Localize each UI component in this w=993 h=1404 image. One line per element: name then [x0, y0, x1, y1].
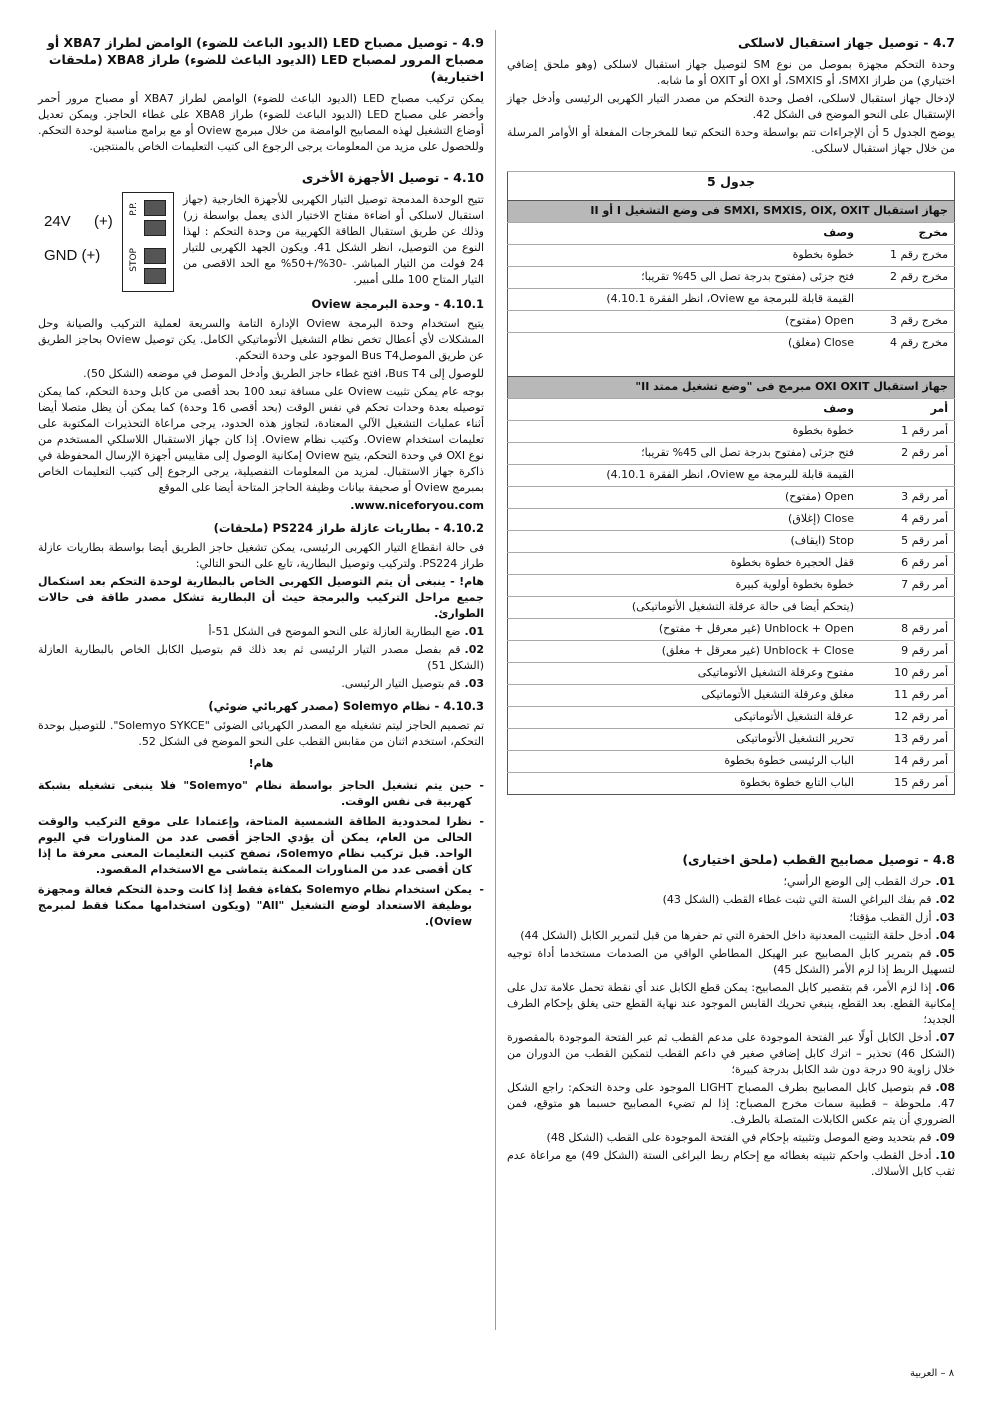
section-4-10-1-title: 4.10.1 - وحدة البرمجة Oview — [311, 297, 484, 311]
table-cell-key: مخرج رقم 3 — [860, 311, 955, 333]
table-cell-key: أمر رقم 15 — [860, 773, 955, 795]
step-number: 02. — [464, 643, 484, 656]
step-text: أزل القطب مؤقتا؛ — [849, 911, 932, 924]
table-row — [508, 311, 955, 333]
section-4-10-1-paragraph-2: للوصول إلى Bus T4، افتح غطاء حاجز الطريق وأدخل الموصل في موضعه (الشكل 50). — [83, 367, 484, 380]
table-group-1-header: جهاز استقبال SMXI, SMXIS, OIX, OXIT فى وضع التشغيل I أو II — [508, 201, 955, 223]
table-cell-description: خطوة بخطوة أولوية كبيرة — [508, 575, 861, 597]
table-cell-description: Close (مغلق) — [508, 333, 861, 355]
step-text: إذا لزم الأمر، قم بتقصير كابل المصابيح: يمكن قطع الكابل عند أي نقطة تحمل علامة تدل على إمكانية القطع. بعد القطع، ينبغي تحريك القابس الموجود عند نهاية القطع حتى يغلق بإحكام الطرف الجديد؛ — [507, 981, 955, 1026]
table-cell-key: أمر رقم 4 — [860, 509, 955, 531]
numbered-step — [507, 910, 955, 926]
step-number: 03. — [464, 677, 484, 690]
table-cell-key: مخرج رقم 1 — [860, 245, 955, 267]
table-row — [508, 509, 955, 531]
table-cell-key: مخرج رقم 4 — [860, 333, 955, 355]
table-cell-description: عرقلة التشغيل الأتوماتيكى — [508, 707, 861, 729]
table-row — [508, 289, 955, 311]
table-cell-key: أمر رقم 10 — [860, 663, 955, 685]
step-text: قم بتمرير كابل المصابيح عبر الهيكل المطاطي الواقي من الصدمات مستخدما أداة توجيه لتسهيل الربط إذا لزم الأمر (الشكل 45) — [507, 947, 955, 976]
section-4-10-3-title: 4.10.3 - نظام Solemyo (مصدر كهربائي ضوئي) — [208, 699, 484, 713]
section-4-7-paragraph-2: لإدخال جهاز استقبال لاسلكى، افصل وحدة التحكم من مصدر التيار الكهربى الرئيسى وأدخل جهاز الإستقبال على النحو الموضح فى الشكل 42. — [507, 92, 955, 121]
table-cell-description: Unblock + Close (غير معرقل + مغلق) — [508, 641, 861, 663]
table-column-header: وصف — [508, 223, 861, 245]
numbered-step — [507, 946, 955, 978]
section-4-7-title: 4.7 - توصيل جهاز استقبال لاسلكى — [737, 35, 955, 50]
step-number: 04. — [935, 929, 955, 942]
connection-diagram — [38, 192, 173, 292]
table-cell-description: مغلق وعرقلة التشغيل الأتوماتيكى — [508, 685, 861, 707]
step-number: 03. — [935, 911, 955, 924]
diagram-24v-label: 24V — [44, 213, 71, 230]
section-4-10-title: 4.10 - توصيل الأجهزة الأخرى — [301, 170, 484, 185]
section-4-10-2-warning: هام! - ينبغى أن يتم التوصيل الكهربى الخاص بالبطارية لوحدة التحكم بعد استكمال جميع مراحل التركيب والبرمجة حيث أن البطارية تشكل مصدر طاقة فى حالات الطوارئ. — [38, 575, 484, 620]
table-cell-description: Open (مفتوح) — [508, 311, 861, 333]
step-text: حرك القطب إلى الوضع الرأسي؛ — [783, 875, 932, 888]
table-row — [508, 597, 955, 619]
numbered-step — [507, 928, 955, 944]
section-4-10-1-paragraph-3: بوجه عام يمكن تثبيت Oview على مسافة تبعد 100 بحد أقصى من كابل وحدة التحكم، كما يمكن توصيله بعدة وحدات تحكم في نفس الوقت (بحد أقصى 16 وحدة) كما يمكن أن يظل متصلا أيضا أثناء عمليات التشغيل الآلي المعتادة، لتجاوز هذه الحدود، يرجى مراعاة التحذيرات المكتوبة على تعليمات استخدام Oview. وكتيب نظام Oview. إذا كان جهاز الاستقبال اللاسلكي المستخدم من نوع OXI في وحدة التحكم، يتيح Oview إمكانية الوصول إلى مقاييس أجهزة الإرسال المحفوظة في ذاكرة جهاز الاستقبال. لمزيد من المعلومات التفصيلية، يرجى الرجوع إلى كتيب التعليمات الخاص بمبرمج Oview أو صحيفة بيانات وظيفة الحاجز المتاحة أيضا على الموقع — [38, 385, 484, 494]
table-row — [508, 619, 955, 641]
step-text: ضع البطارية العازلة على النحو الموضح فى الشكل 51-أ — [208, 625, 461, 638]
table-cell-key: أمر رقم 12 — [860, 707, 955, 729]
table-row — [508, 773, 955, 795]
website-link[interactable]: www.niceforyou.com. — [350, 499, 484, 512]
terminal-pin-icon — [144, 268, 166, 284]
table-cell-key: أمر رقم 11 — [860, 685, 955, 707]
table-cell-description: Close (إغلاق) — [508, 509, 861, 531]
diagram-pp-label: P.P. — [129, 202, 139, 216]
table-cell-key: أمر رقم 3 — [860, 487, 955, 509]
step-number: 01. — [464, 625, 484, 638]
section-4-10-2-steps — [38, 624, 484, 692]
numbered-step — [38, 624, 484, 640]
table-column-header: أمر — [860, 399, 955, 421]
table-cell-key: أمر رقم 8 — [860, 619, 955, 641]
terminal-pin-icon — [144, 248, 166, 264]
section-4-10-2-paragraph: فى حالة انقطاع التيار الكهربى الرئيسى، يمكن تشغيل حاجز الطريق أيضا بواسطة بطاريات عازلة طراز PS224. ولتركيب وتوصيل البطارية، تابع على النحو التالي: — [38, 541, 484, 570]
numbered-step — [507, 1148, 955, 1180]
numbered-step — [507, 874, 955, 890]
page-footer: ٨ – العربية — [910, 1368, 955, 1379]
terminal-pin-icon — [144, 200, 166, 216]
table-cell-description: تحرير التشغيل الأتوماتيكى — [508, 729, 861, 751]
section-4-9-paragraph: يمكن تركيب مصباح LED (الديود الباعث للضوء) الوامض لطراز XBA7 أو مصباح مرور أحمر وأخضر على مصباح LED (الديود الباعث للضوء) طراز XBA8 على غطاء الحاجز. ويمكن تعديل أوضاع التشغيل لهذه المصابيح الوامضة من خلال مبرمج Oview أو مع برامج مناسبة لوحدة التحكم. وللحصول على مزيد من المعلومات يرجى الرجوع الى كتيب التعليمات الخاص بالمنتجين. — [38, 92, 484, 153]
table-title: جدول 5 — [508, 172, 955, 201]
table-cell-description: القيمة قابلة للبرمجة مع Oview، انظر الفقرة 4.10.1) — [508, 465, 861, 487]
table-cell-description: (يتحكم أيضا فى حالة عرقلة التشغيل الأتوماتيكى) — [508, 597, 861, 619]
table-cell-description: فتح جزئى (مفتوح بدرجة تصل الى 45% تقريبا؛ — [508, 267, 861, 289]
table-cell-key: أمر رقم 7 — [860, 575, 955, 597]
left-column — [38, 34, 484, 934]
table-row — [508, 531, 955, 553]
bullet-item: - نظرا لمحدودية الطاقة الشمسية المتاحة، وإعتمادا على موقع التركيب والوقت الحالى من العام، يمكن أن يؤدي الحاجز أقصى عدد من المناورات في اليوم الواحد. قبل تركيب نظام Solemyo، تصفح كتيب التعليمات المعنى معرفة ما إذا كان أقصى عدد من المناورات الممكنة يتماشى مع الاستخدام المقصود. — [38, 814, 484, 878]
diagram-stop-label: STOP — [129, 248, 139, 272]
table-cell-key: أمر رقم 14 — [860, 751, 955, 773]
table-cell-key: أمر رقم 2 — [860, 443, 955, 465]
table-cell-key: أمر رقم 5 — [860, 531, 955, 553]
table-cell-key: أمر رقم 13 — [860, 729, 955, 751]
column-divider — [495, 30, 496, 1330]
step-number: 02. — [935, 893, 955, 906]
step-text: أدخل حلقة التثبيت المعدنية داخل الحفرة التي تم حفرها من قبل لتمرير الكابل (الشكل 44) — [520, 929, 932, 942]
numbered-step — [507, 1130, 955, 1146]
table-5 — [507, 171, 955, 795]
step-text: أدخل الكابل أولًا عبر الفتحة الموجودة على مدعم القطب ثم عبر الفتحة الموجودة بالمقصورة (الشكل 46) تحذير – اترك كابل إضافي صغير في داعم القطب لتمكين القطب من الدوران من خلال زاوية 90 درجة دون شد الكابل بدرجة كبيرة؛ — [507, 1031, 955, 1076]
table-cell-key: أمر رقم 9 — [860, 641, 955, 663]
numbered-step — [507, 1030, 955, 1078]
table-row — [508, 267, 955, 289]
table-column-header: مخرج — [860, 223, 955, 245]
diagram-gnd-label: GND (+) — [44, 247, 101, 264]
bullet-item: - حين يتم تشغيل الحاجز بواسطة نظام "Solemyo" فلا ينبغى تشغيله بشبكة كهربية فى نفس الوقت. — [38, 778, 484, 810]
step-number: 07. — [935, 1031, 955, 1044]
step-text: قم بفصل مصدر التيار الرئيسى ثم بعد ذلك قم بتوصيل الكابل الخاص بالبطارية العازلة (الشكل 51) — [38, 643, 484, 672]
table-cell-key: أمر رقم 1 — [860, 421, 955, 443]
table-cell-description: القيمة قابلة للبرمجة مع Oview، انظر الفقرة 4.10.1) — [508, 289, 861, 311]
table-row — [508, 685, 955, 707]
table-row — [508, 465, 955, 487]
step-number: 01. — [935, 875, 955, 888]
table-row — [508, 641, 955, 663]
table-group-2-header: جهاز استقبال OXI OXIT مبرمج فى "وضع تشغيل ممتد II" — [508, 377, 955, 399]
table-cell-key — [860, 465, 955, 487]
table-cell-description: Stop (ايقاف) — [508, 531, 861, 553]
table-row — [508, 333, 955, 355]
important-label: هام! — [248, 757, 274, 770]
table-cell-description: Open (مفتوح) — [508, 487, 861, 509]
step-text: قم بتحديد وضع الموصل وتثبيته بإحكام في الفتحة الموجودة على القطب (الشكل 48) — [546, 1131, 932, 1144]
section-4-10-3-bullets — [38, 778, 484, 930]
step-number: 08. — [935, 1081, 955, 1094]
step-text: قم بفك البراغي الستة التي تثبت غطاء القطب (الشكل 43) — [662, 893, 932, 906]
step-number: 05. — [935, 947, 955, 960]
section-4-9-title: 4.9 - توصيل مصباح LED (الديود الباعث للضوء) الوامض لطراز XBA7 أو مصباح المرور لمصباح LED (الديود الباعث للضوء) طراز XBA8 (ملحقات اختيارية) — [47, 35, 484, 84]
table-row — [508, 443, 955, 465]
step-number: 06. — [935, 981, 955, 994]
table-row — [508, 245, 955, 267]
right-column — [507, 34, 955, 1182]
bullet-item: - يمكن استخدام نظام Solemyo بكفاءة فقط إذا كانت وحدة التحكم فعالة ومجهزة بوظيفة الاستعداد لوضع التشغيل "All" (ويكون استخدامها ممكنا فقط لمبرمج Oview). — [38, 882, 484, 930]
table-column-header: وصف — [508, 399, 861, 421]
numbered-step — [507, 1080, 955, 1128]
table-row — [508, 421, 955, 443]
table-cell-key — [860, 289, 955, 311]
table-cell-description: خطوة بخطوة — [508, 245, 861, 267]
numbered-step — [38, 642, 484, 674]
section-4-8-title: 4.8 - توصيل مصابيح القطب (ملحق اختيارى) — [682, 852, 955, 867]
table-cell-description: الباب الرئيسى خطوة بخطوة — [508, 751, 861, 773]
step-text: قم بتوصيل التيار الرئيسى. — [341, 677, 461, 690]
table-row — [508, 751, 955, 773]
section-4-10-3-paragraph: تم تصميم الحاجز ليتم تشغيله مع المصدر الكهربائى الضوئى "Solemyo SYKCE". للتوصيل بوحدة التحكم، استخدم اثنان من مقابس القطب على النحو الموضح فى الشكل 52. — [38, 719, 485, 748]
numbered-step — [507, 980, 955, 1028]
numbered-step — [38, 676, 484, 692]
table-row — [508, 707, 955, 729]
step-number: 10. — [935, 1149, 955, 1162]
table-cell-description: الباب التابع خطوة بخطوة — [508, 773, 861, 795]
diagram-plus-label: (+) — [94, 213, 113, 230]
section-4-8-steps — [507, 874, 955, 1180]
numbered-step — [507, 892, 955, 908]
step-number: 09. — [935, 1131, 955, 1144]
section-4-7-paragraph-3: يوضح الجدول 5 أن الإجراءات تتم بواسطة وحدة التحكم تبعا للمخرجات المفعلة أو الأوامر المرسلة من خلال جهاز استقبال لاسلكى. — [507, 126, 955, 155]
table-row — [508, 729, 955, 751]
section-4-10-paragraph: تتيح الوحدة المدمجة توصيل التيار الكهربى للأجهزة الخارجية (جهاز استقبال لاسلكى أو اضاءة مفتاح الاختيار الذى يعمل بواسطة زر) وذلك عن طريق استقبال الطاقة الكهربية من وحدة التحكم : لهذا النوع من التوصيل، انظر الشكل 41. ويكون الجهد الكهربى للتيار 24 فولت من التيار المباشر. -30%/+50% مع الحد الاقصى من التيار المتاح 100 مللى أمبير. — [183, 193, 484, 286]
table-cell-description: Unblock + Open (غير معرقل + مفتوح) — [508, 619, 861, 641]
table-cell-description: فتح جزئى (مفتوح بدرجة تصل الى 45% تقريبا؛ — [508, 443, 861, 465]
table-cell-key: مخرج رقم 2 — [860, 267, 955, 289]
terminal-pin-icon — [144, 220, 166, 236]
table-row — [508, 663, 955, 685]
table-row — [508, 575, 955, 597]
section-4-10-1-paragraph-1: يتيح استخدام وحدة البرمجة Oview الإدارة التامة والسريعة لعملية التركيب والصيانة وحل المشكلات لأي أعطال تخص نظام التشغيل الأتوماتيكي الكامل. يكن توصيل Oview بحاجز الطريق عن طريق الموصلBus T4 الموجود على وحدة التحكم. — [38, 317, 484, 362]
table-cell-description: قفل الحجيرة خطوة بخطوة — [508, 553, 861, 575]
table-row — [508, 553, 955, 575]
table-cell-description: خطوة بخطوة — [508, 421, 861, 443]
section-4-7-paragraph-1: وحدة التحكم مجهزة بموصل من نوع SM لتوصيل جهاز استقبال لاسلكى (وهو ملحق إضافي اختياري) من طراز SMXI، أو SMXIS، أو OXI أو OXIT أو ما شابه. — [507, 58, 955, 87]
table-cell-key — [860, 597, 955, 619]
table-row — [508, 487, 955, 509]
step-text: أدخل القطب واحكم تثبيته بغطائه مع إحكام ربط البراغى الستة (الشكل 49) مع مراعاة عدم ثقب كابل الأسلاك. — [507, 1149, 955, 1178]
table-cell-description: مفتوح وعرقلة التشغيل الأتوماتيكى — [508, 663, 861, 685]
section-4-10-2-title: 4.10.2 - بطاريات عازلة طراز PS224 (ملحقات) — [213, 521, 484, 535]
step-text: قم بتوصيل كابل المصابيح بطرف المصباح LIGHT الموجود على وحدة التحكم: راجع الشكل 47. ملحوظة – قطبية سمات مخرج المصباح: إذا لم تضيء المصابيح حسبما هو متوقع، فمن الضروري أن يتم عكس الكابلات المتصلة بالطرف. — [507, 1081, 955, 1126]
table-cell-key: أمر رقم 6 — [860, 553, 955, 575]
